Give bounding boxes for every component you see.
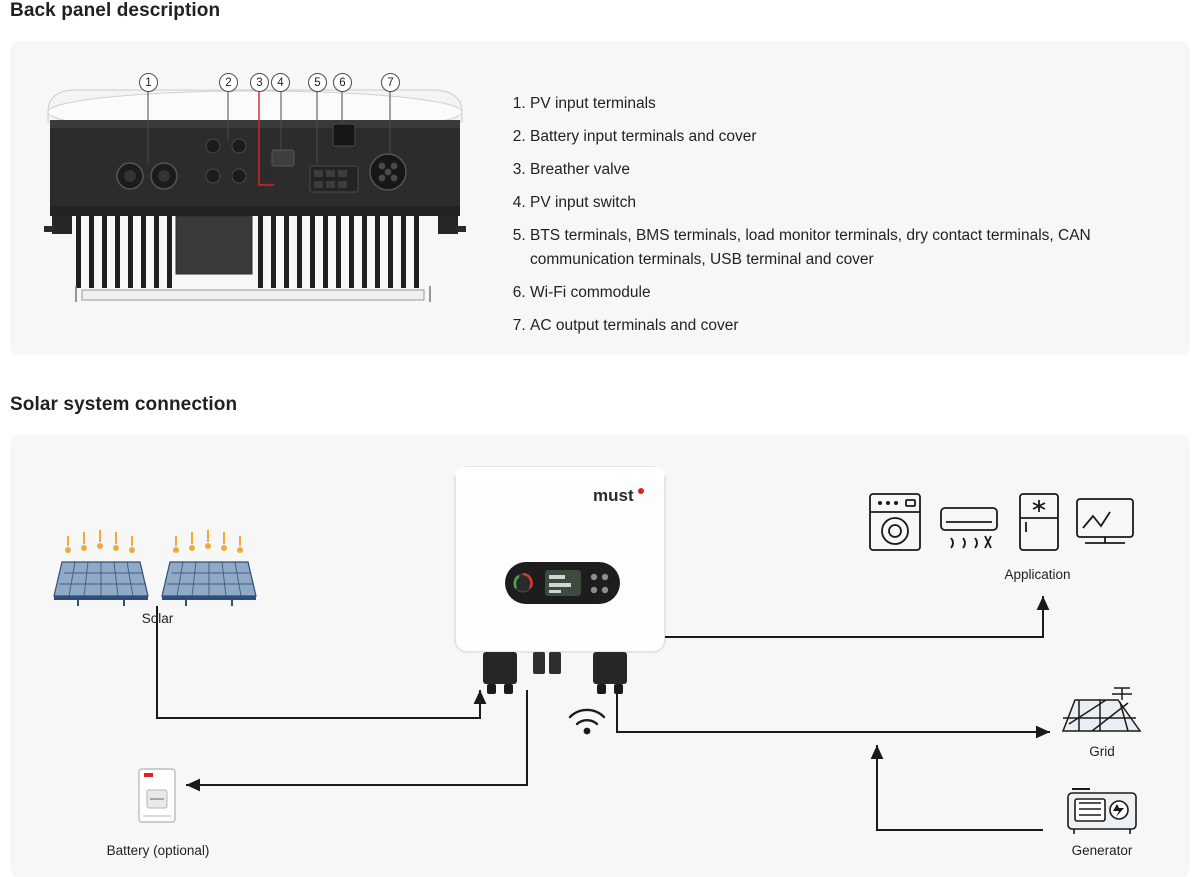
label-battery: Battery (optional) — [106, 843, 210, 858]
washing-machine-icon — [870, 494, 920, 550]
callout-bubble-1: 1 — [139, 73, 158, 92]
list-item: 7. AC output terminals and cover — [530, 314, 1140, 338]
label-generator: Generator — [1071, 843, 1133, 858]
list-item: 3. Breather valve — [530, 158, 1140, 182]
list-item: 1. PV input terminals — [530, 92, 1140, 116]
list-item: 2. Battery input terminals and cover — [530, 125, 1140, 149]
generator-icon — [1068, 789, 1136, 834]
label-application: Application — [1004, 567, 1071, 582]
callout-bubble-3: 3 — [250, 73, 269, 92]
callout-bubble-2: 2 — [219, 73, 238, 92]
callout-bubble-6: 6 — [333, 73, 352, 92]
wifi-signal-icon — [570, 710, 604, 734]
label-grid: Grid — [1089, 744, 1115, 759]
television-icon — [1077, 499, 1133, 543]
line-inverter-to-battery — [186, 690, 527, 785]
line-inverter-to-application — [665, 596, 1043, 637]
list-item: 5. BTS terminals, BMS terminals, load monitor terminals, dry contact terminals, CAN communication terminals, USB terminal and cover — [530, 224, 1140, 272]
list-item: 6. Wi-Fi commodule — [530, 281, 1140, 305]
power-grid-tower-icon — [1063, 688, 1140, 731]
callout-bubble-5: 5 — [308, 73, 327, 92]
line-inverter-to-grid — [617, 690, 1050, 732]
label-solar: Solar — [141, 611, 174, 626]
refrigerator-icon — [1020, 494, 1058, 550]
callout-bubble-4: 4 — [271, 73, 290, 92]
page-title-solar-system: Solar system connection — [10, 394, 238, 415]
solar-panel-icon — [54, 530, 256, 606]
brand-logo-text: must — [593, 486, 634, 505]
line-generator-to-inverter — [877, 745, 1043, 830]
battery-box-icon — [139, 769, 175, 822]
callout-bubble-7: 7 — [381, 73, 400, 92]
page-title-back-panel: Back panel description — [10, 0, 221, 21]
line-solar-to-inverter — [157, 606, 480, 718]
air-conditioner-icon — [941, 508, 997, 548]
list-item: 4. PV input switch — [530, 191, 1140, 215]
